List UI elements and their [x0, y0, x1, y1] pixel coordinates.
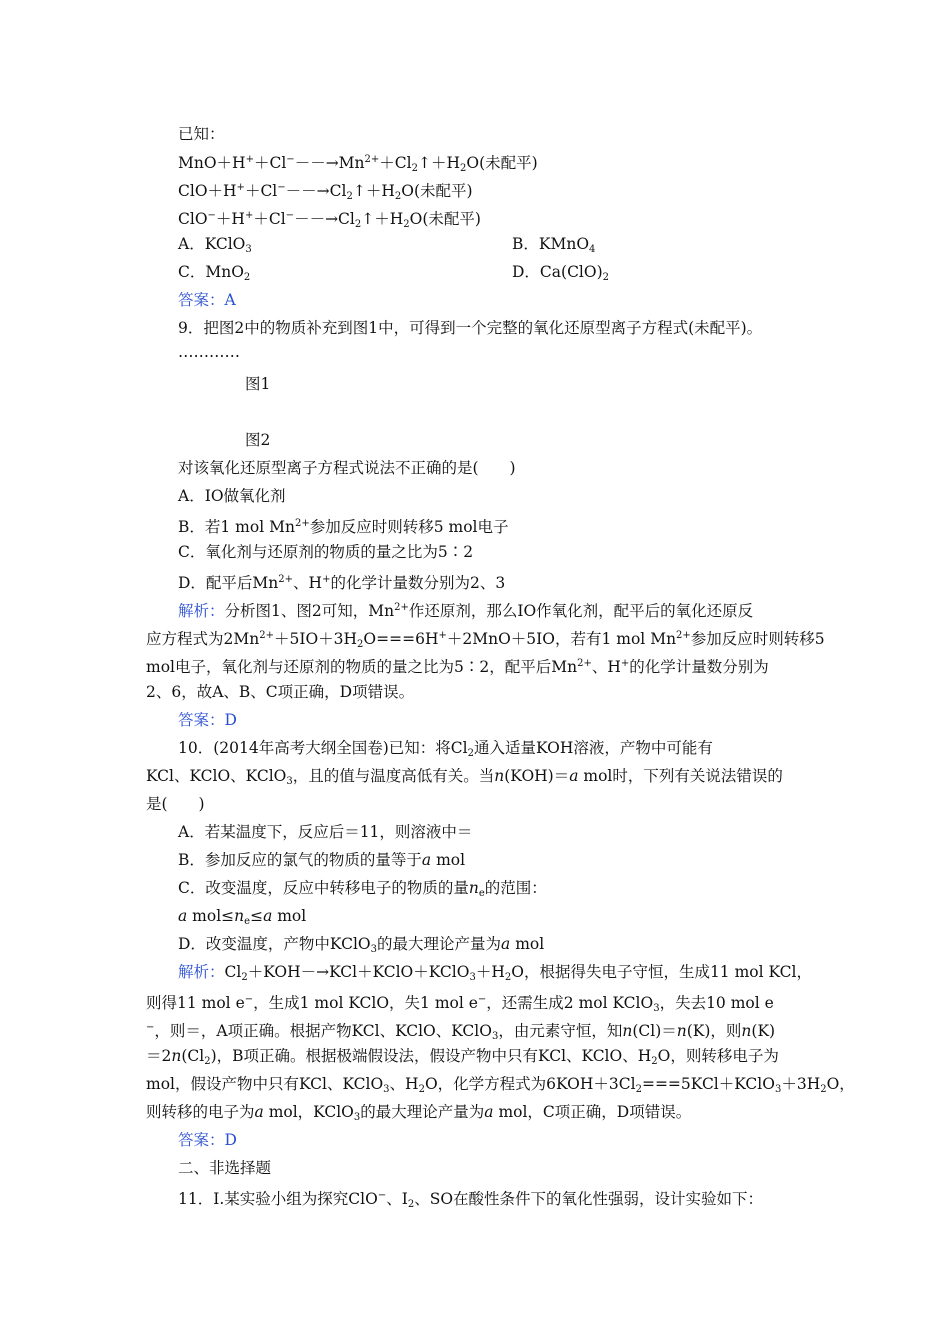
q10-analysis-line-2: 则得11 mol e−，生成1 mol KClO，失1 mol e−，还需生成2 mol KClO$_3$，失去10 mol e — [146, 994, 774, 1014]
equation-1: $MnO+H^++Cl^---\to Mn^{2+}+Cl_2↑+H_2O$(未配平) — [178, 154, 538, 174]
section-heading: 二、非选择题 — [178, 1159, 272, 1177]
analysis-label: 解析： — [178, 602, 225, 620]
q9-analysis-line-2: 应方程式为$2Mn^{2+}+5IO+3H_2O===6H^++2MnO+5IO$，若有1 mol $Mn^{2+}$参加反应时则转移5 — [146, 630, 825, 650]
q9-option-d: D．配平后$Mn^{2+}$、H+的化学计量数分别为2、3 — [178, 574, 506, 592]
analysis-label: 解析： — [178, 963, 225, 981]
q8-option-a: A．KClO$_3$ — [178, 235, 252, 255]
figure-1-label: 图1 — [245, 375, 271, 393]
q10-option-c-range: a $mol\le n_e\le a$ mol — [178, 907, 307, 927]
q9-analysis-line-3: mol电子，氧化剂与还原剂的物质的量之比为5∶2，配平后$Mn^{2+}$、H+的化学计量数分别为 — [146, 658, 769, 676]
q9-question: 对该氧化还原型离子方程式说法不正确的是( ) — [178, 459, 516, 477]
q9-analysis-line-4: 2、6，故A、B、C项正确，D项错误。 — [146, 683, 415, 701]
q8-option-b: B．KMnO$_4$ — [512, 235, 596, 255]
q9-analysis-line-1: 解析：分析图1、图2可知，$Mn^{2+}$作还原剂，那么IO作氧化剂，配平后的氧化还原反 — [178, 602, 754, 620]
q8-option-d: D．$Ca(ClO)_2$ — [512, 263, 610, 283]
q9-stem: 9．把图2中的物质补充到图1中，可得到一个完整的氧化还原型离子方程式(未配平)。 — [178, 319, 763, 337]
q10-analysis-line-3: −，则＝，A项正确。根据产物KCl、KClO、KClO$_3$，由元素守恒，知n(Cl)＝n(K)，则n(K) — [146, 1022, 776, 1042]
q10-analysis-line-4: $=2n(Cl_2)$，B项正确。根据极端假设法，假设产物中只有KCl、KClO、$H_2O$，则转移电子为 — [146, 1047, 779, 1067]
q11-stem: 11．Ⅰ.某实验小组为探究ClO−、$I_2$、SO在酸性条件下的氧化性强弱，设计实验如下： — [178, 1190, 764, 1210]
q10-option-a: A．若某温度下，反应后＝11，则溶液中＝ — [178, 823, 473, 841]
q10-analysis-line-6: 则转移的电子为a mol，KClO$_3$的最大理论产量为a mol，C项正确，D项错误。 — [146, 1103, 692, 1123]
known-label: 已知： — [178, 125, 225, 143]
q8-option-c: C．MnO$_2$ — [178, 263, 251, 283]
q10-analysis-line-5: mol，假设产物中只有KCl、KClO$_3$、$H_2O$，化学方程式为$6KOH+3Cl_2===5KCl+KClO_3+3H_2O$， — [146, 1075, 855, 1095]
q8-answer: 答案：A — [178, 291, 236, 309]
q10-stem-line-2: KCl、KClO、KClO$_3$，且的值与温度高低有关。当n(KOH)＝a mol时，下列有关说法错误的 — [146, 767, 783, 787]
q10-option-d: D．改变温度，产物中KClO$_3$的最大理论产量为a mol — [178, 935, 545, 955]
q9-option-b: B．若1 mol $Mn^{2+}$参加反应时则转移5 mol电子 — [178, 518, 509, 536]
q9-option-c: C．氧化剂与还原剂的物质的量之比为5∶2 — [178, 543, 474, 561]
equation-3: $ClO^-+H^++Cl^---\to Cl_2↑+H_2O$(未配平) — [178, 210, 481, 230]
q10-option-c: C．改变温度，反应中转移电子的物质的量$n_e$的范围： — [178, 879, 547, 899]
q10-answer: 答案：D — [178, 1131, 237, 1149]
equation-2: $ClO+H^++Cl^---\to Cl_2↑+H_2O$(未配平) — [178, 182, 473, 202]
q10-stem-line-3: 是( ) — [146, 795, 205, 813]
q10-option-b: B．参加反应的氯气的物质的量等于a mol — [178, 851, 466, 869]
figure-2-label: 图2 — [245, 431, 271, 449]
q9-dots: ………… — [178, 343, 240, 361]
q10-analysis-line-1: 解析：$Cl_2+KOH-\to KCl+KClO+KClO_3+H_2O$，根据得失电子守恒，生成11 mol KCl， — [178, 963, 812, 983]
q10-stem-line-1: 10．(2014年高考大纲全国卷)已知：将$Cl_2$通入适量KOH溶液，产物中可能有 — [178, 739, 713, 759]
q9-option-a: A．IO做氧化剂 — [178, 487, 286, 505]
q9-answer: 答案：D — [178, 711, 237, 729]
